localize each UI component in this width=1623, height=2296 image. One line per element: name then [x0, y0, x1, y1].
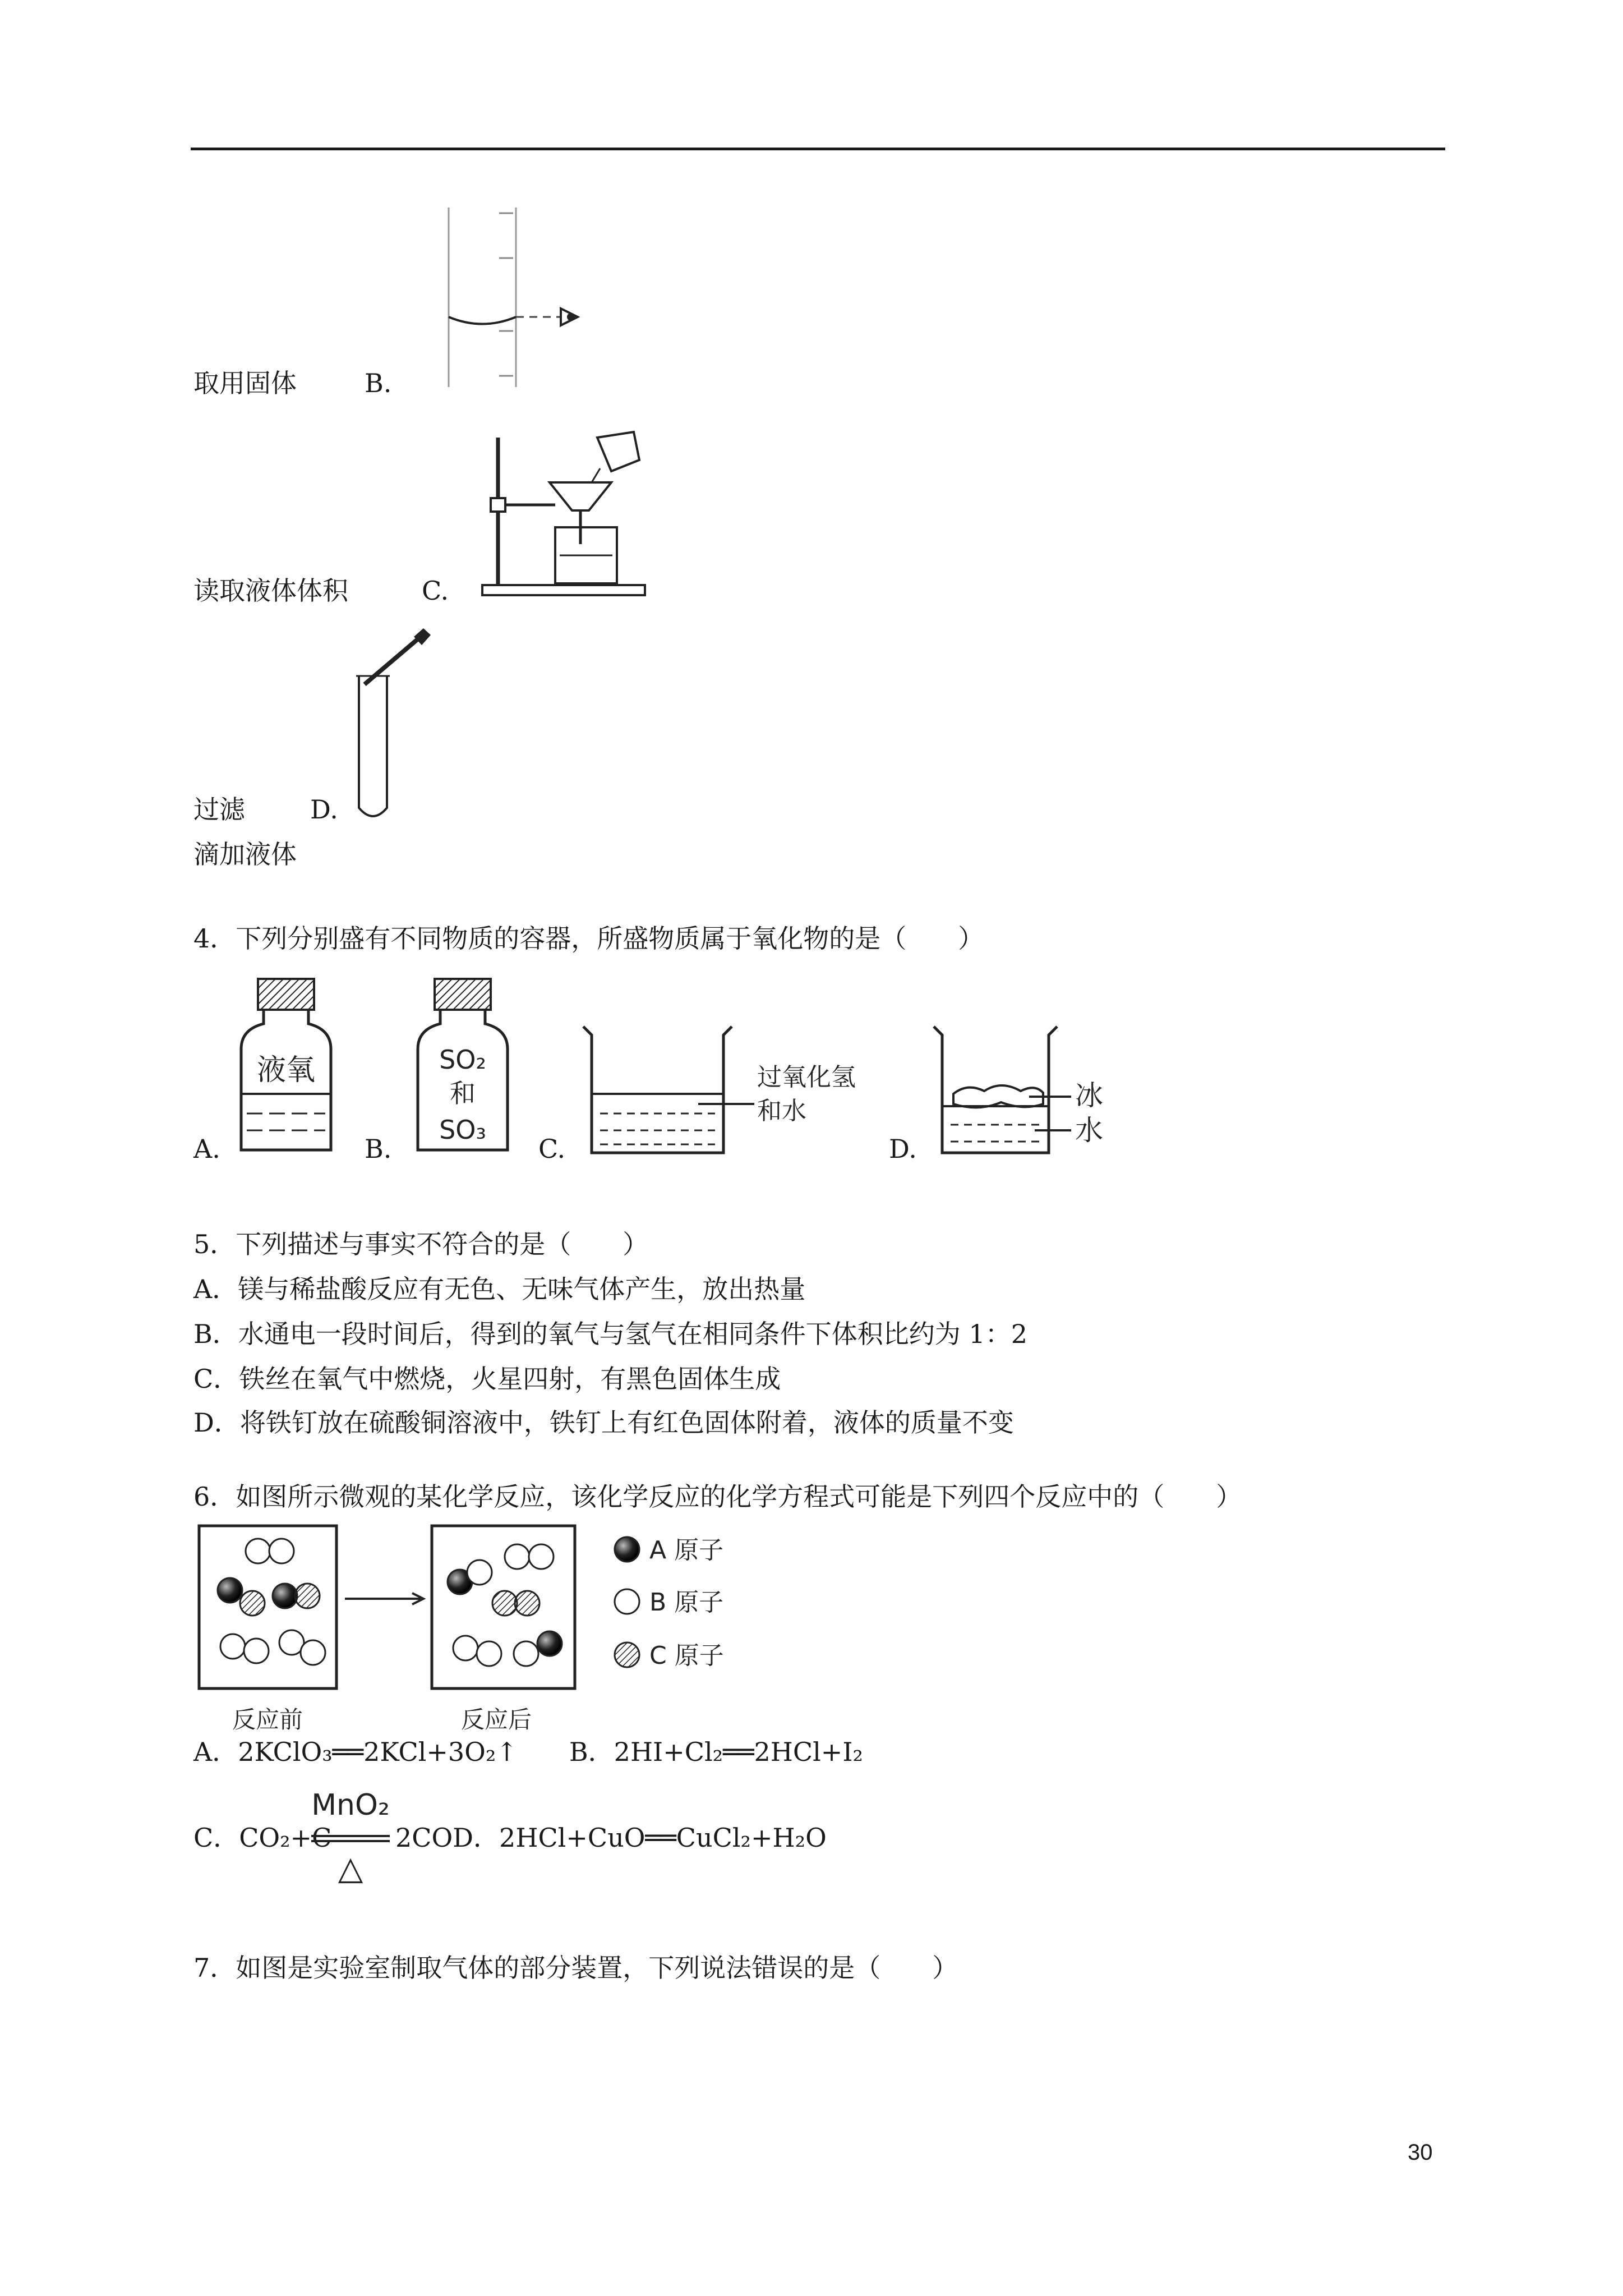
q6-reaction-condition: [306, 1787, 395, 1885]
q3-option-b-letter: B.: [365, 368, 392, 398]
q4-option-d-letter: D.: [889, 1134, 917, 1164]
legend-c-atom: [615, 1642, 639, 1667]
q6-option-c-left: C．CO₂+C: [193, 1823, 332, 1853]
q6-option-c-right-and-d: 2COD．2HCl+CuO══CuCl₂+H₂O: [395, 1823, 827, 1853]
q4-label-c-1: 过氧化氢: [757, 1063, 856, 1092]
q6-stem: 6．如图所示微观的某化学反应，该化学反应的化学方程式可能是下列四个反应中的（ ）: [193, 1481, 1242, 1512]
q5-stem: 5．下列描述与事实不符合的是（ ）: [193, 1229, 649, 1259]
legend-c-label: C 原子: [649, 1641, 724, 1670]
page-number: 30: [1408, 2140, 1433, 2165]
q4-option-c-letter: C.: [538, 1134, 566, 1164]
q4-option-b-letter: B.: [365, 1134, 392, 1164]
q4-figure-a: [230, 976, 342, 1161]
q4-label-b-mid: 和: [450, 1078, 476, 1108]
graduated-cylinder-figure: [393, 196, 594, 393]
q3-option-a-text: 取用固体: [193, 368, 297, 398]
q3-option-d-text: 滴加液体: [193, 839, 297, 869]
catalyst-label: MnO₂: [311, 1788, 390, 1822]
legend-b-atom: [615, 1589, 639, 1614]
q3-option-b-text: 读取液体体积: [193, 576, 348, 606]
q4-label-d-water: 水: [1075, 1114, 1103, 1147]
q4-label-a: 液氧: [256, 1053, 316, 1087]
q4-figure-c: [575, 1021, 866, 1161]
q4-label-d-ice: 冰: [1075, 1079, 1103, 1112]
heat-symbol: △: [338, 1849, 363, 1885]
q6-reaction-diagram: [191, 1520, 785, 1750]
legend-b-label: B 原子: [649, 1588, 724, 1617]
q4-label-b-bot: SO₃: [439, 1115, 486, 1145]
header-rule: [191, 148, 1445, 150]
q4-figure-d: [928, 1021, 1113, 1161]
q4-label-c-2: 和水: [757, 1097, 806, 1125]
q3-option-c-text: 过滤: [193, 794, 245, 825]
q6-options-a-b: A．2KClO₃══2KCl+3O₂↑ B．2HI+Cl₂══2HCl+I₂: [193, 1737, 863, 1767]
q5-option-d: D．将铁钉放在硫酸铜溶液中，铁钉上有红色固体附着，液体的质量不变: [193, 1407, 1014, 1438]
filtration-figure: [471, 426, 656, 600]
q3-option-d-letter: D.: [310, 794, 338, 825]
legend-a-label: A 原子: [649, 1536, 724, 1565]
q5-option-a: A．镁与稀盐酸反应有无色、无味气体产生，放出热量: [193, 1274, 806, 1304]
q5-option-c: C．铁丝在氧气中燃烧，火星四射，有黑色固体生成: [193, 1364, 781, 1394]
q7-stem: 7．如图是实验室制取气体的部分装置，下列说法错误的是（ ）: [193, 1953, 958, 1983]
legend-a-atom: [615, 1537, 639, 1562]
q4-figure-b: [407, 976, 519, 1161]
after-label: 反应后: [460, 1706, 532, 1733]
q4-label-b-top: SO₂: [439, 1045, 486, 1075]
q5-option-b: B．水通电一段时间后，得到的氧气与氢气在相同条件下体积比约为 1：2: [193, 1319, 1027, 1349]
q4-option-a-letter: A.: [193, 1134, 220, 1164]
q3-option-c-letter: C.: [422, 576, 449, 606]
dropper-test-tube-figure: [348, 623, 432, 825]
q4-stem: 4．下列分别盛有不同物质的容器，所盛物质属于氧化物的是（ ）: [193, 923, 984, 954]
before-label: 反应前: [232, 1706, 303, 1733]
